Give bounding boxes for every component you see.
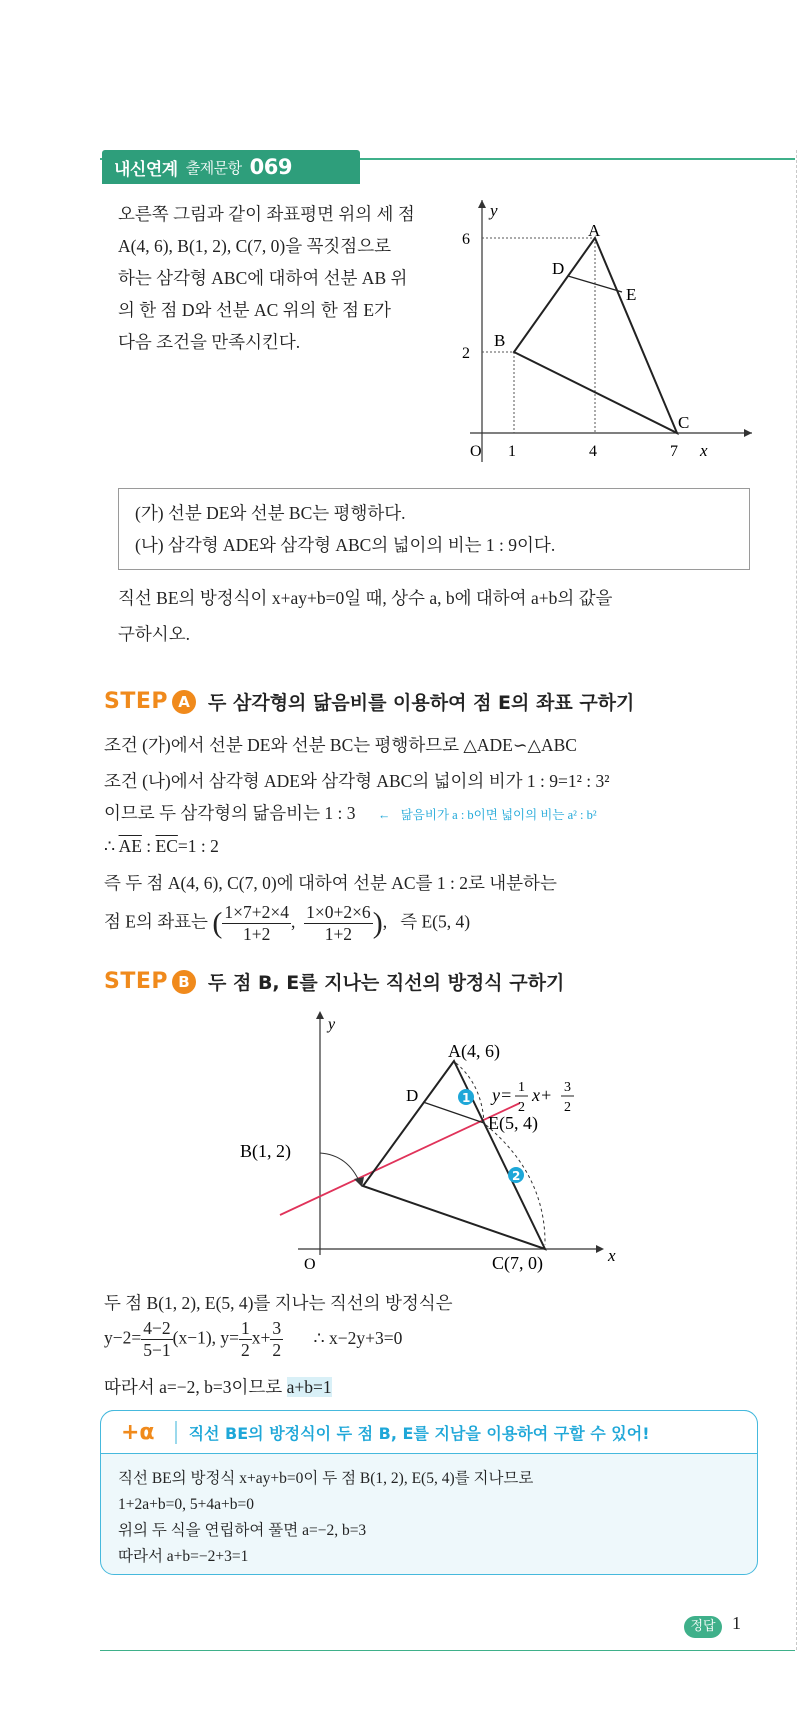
problem-line: 다음 조건을 만족시킨다. [118,332,301,352]
step-a-line-1: 조건 (가)에서 선분 DE와 선분 BC는 평행하므로 △ADE∽△ABC [104,735,577,755]
step-b-title: 두 점 B, E를 지나는 직선의 방정식 구하기 [208,972,565,994]
eq-result: ∴ x−2y+3=0 [313,1327,403,1348]
x-axis-label: x [700,441,708,460]
banner-brand: 내신연계 [114,159,178,180]
fraction-numerator: 1×0+2×6 [306,902,371,922]
line-eq-mid: x+ [532,1085,553,1105]
eq-frac1-num: 1 [518,1080,525,1095]
fraction-denominator: 5−1 [143,1340,171,1360]
problem-text [118,198,468,358]
ratio-value: =1 : 2 [177,836,219,856]
origin-label: O [304,1256,316,1273]
step-a-line-3 [104,800,597,825]
segment-ec: $\overline{EC}$ [155,836,178,856]
step-a-line-6: 점 E의 좌표는 ( $\frac{1\times 7+2\times 4}{1+2}$ , $\frac{1\times 0+2\times 6}{1+2}$ ), 즉 E(5, 4) [104,902,471,944]
point-e-label: E [626,285,637,304]
banner-number: 069 [249,155,293,179]
condition-na: (나) 삼각형 ADE와 삼각형 ABC의 넓이의 비는 1 : 9이다. [135,535,556,555]
question-line: 직선 BE의 방정식이 x+ay+b=0일 때, 상수 a, b에 대하여 a+b의 값을 [118,588,613,608]
x-axis-arrow [744,429,752,437]
step-a-heading [104,688,634,715]
x-tick-7: 7 [670,443,678,460]
line-figure [220,1005,640,1275]
question-text [118,580,758,652]
fraction-denominator: 2 [241,1340,250,1360]
step-letter-badge: B [172,970,196,994]
eq-part: (x−1), y= [172,1327,240,1348]
solution-text: 따라서 a=−2, b=3이므로 [104,1377,287,1397]
y-tick-2: 2 [462,345,470,362]
marker-2-text: 2 [512,1169,521,1183]
problem-line: 의 한 점 D와 선분 AC 위의 한 점 E가 [118,300,391,320]
point-b-label: B [494,331,506,350]
therefore-symbol: ∴ [104,836,116,856]
x-tick-4: 4 [589,443,597,460]
x-axis-label: x [608,1246,616,1265]
point-c-label: C(7, 0) [492,1253,543,1273]
problem-line: A(4, 6), B(1, 2), C(7, 0)을 꼭짓점으로 [118,236,392,256]
alpha-mark: +α [121,1419,155,1445]
solution-line-2 [104,1318,402,1361]
fraction-denominator: 2 [272,1340,282,1360]
segment-ae: $\overline{AE}$ [118,836,142,856]
eq-part: x+ [251,1327,271,1348]
arc-2 [486,1125,545,1245]
fraction-numerator: 1 [241,1318,250,1338]
conditions-box [118,488,750,570]
y-axis-label: y [490,201,498,220]
problem-line: 오른쪽 그림과 같이 좌표평면 위의 세 점 [118,204,415,224]
coef-fraction [239,1318,252,1361]
y-axis-arrow [316,1011,324,1019]
step-a-line-5: 즉 두 점 A(4, 6), C(7, 0)에 대하여 선분 AC를 1 : 2로 내분하는 [104,873,557,893]
fraction-denominator: 1+2 [324,924,353,944]
const-fraction [270,1318,283,1361]
step-a-title: 두 삼각형의 닮음비를 이용하여 점 E의 좌표 구하기 [208,692,635,714]
banner-sub: 출제문항 [185,158,242,177]
marker-1-text: 1 [462,1091,471,1105]
ratio-colon: : [141,836,156,856]
alpha-line: 위의 두 식을 연립하여 풀면 a=−2, b=3 [118,1522,367,1539]
label-pointer [320,1153,360,1183]
point-d-label: D [406,1086,419,1105]
solution-line-3 [104,1374,332,1399]
condition-ga: (가) 선분 DE와 선분 BC는 평행하다. [135,503,406,523]
alpha-line: 따라서 a+b=−2+3=1 [118,1548,249,1565]
step-a-line-4 [104,836,219,857]
alpha-line: 1+2a+b=0, 5+4a+b=0 [118,1496,254,1513]
point-d-label: D [552,259,565,278]
coordinate-prefix: 점 E의 좌표는 [104,911,208,932]
y-tick-6: 6 [462,231,470,248]
x-axis-arrow [596,1245,604,1253]
problem-banner [102,150,360,184]
step-letter-badge: A [172,690,196,714]
fraction-denominator: 1+2 [242,924,271,944]
x-tick-1: 1 [508,443,516,460]
fraction-numerator: 1×7+2×4 [224,902,289,922]
y-axis-arrow [478,200,486,208]
fraction-y [304,902,373,945]
eq-frac2-num: 3 [564,1080,571,1095]
note-arrow: ← [377,808,391,822]
coordinate-result: 즉 E(5, 4) [400,911,471,932]
answer-badge: 정답 [684,1616,722,1638]
point-c-label: C [678,413,690,432]
y-axis-label: y [328,1016,336,1033]
bottom-rule [100,1650,795,1651]
problem-line: 하는 삼각형 ABC에 대하여 선분 AB 위 [118,268,408,288]
slope-fraction [141,1318,172,1361]
alpha-body [118,1466,533,1570]
step-label: STEP [104,969,169,994]
similarity-ratio-text: 이므로 두 삼각형의 닮음비는 1 : 3 [104,803,356,823]
eq-part: y−2= [104,1327,142,1348]
step-a-line-2: 조건 (나)에서 삼각형 ADE와 삼각형 ABC의 넓이의 비가 1 : 9=1² : 3² [104,771,610,791]
line-eq-prefix: y= [492,1085,513,1105]
fraction-numerator: 4−2 [143,1318,171,1338]
eq-frac2-den: 2 [564,1100,571,1115]
note-text: 닮음비가 a : b이면 넓이의 비는 a² : b² [400,808,597,822]
fraction-numerator: 3 [272,1318,282,1338]
alpha-header [100,1410,758,1454]
page-number: 1 [732,1613,741,1633]
solution-line-1: 두 점 B(1, 2), E(5, 4)를 지나는 직선의 방정식은 [104,1293,453,1313]
origin-label: O [470,443,482,460]
alpha-line: 직선 BE의 방정식 x+ay+b=0이 두 점 B(1, 2), E(5, 4)를 지나므로 [118,1470,534,1487]
point-a-label: A [588,221,601,240]
point-a-label: A(4, 6) [448,1041,500,1061]
step-label: STEP [104,689,169,714]
eq-frac1-den: 2 [518,1100,525,1115]
final-answer: a+b=1 [286,1377,332,1397]
question-line: 구하시오. [118,624,190,644]
point-b-label: B(1, 2) [240,1141,291,1161]
alpha-title: 직선 BE의 방정식이 두 점 B, E를 지남을 이용하여 구할 수 있어! [175,1421,650,1444]
triangle-figure [462,200,760,470]
step-b-heading [104,968,564,995]
fraction-x [222,902,291,945]
column-divider [796,150,797,1650]
point-e-label: E(5, 4) [488,1113,538,1133]
